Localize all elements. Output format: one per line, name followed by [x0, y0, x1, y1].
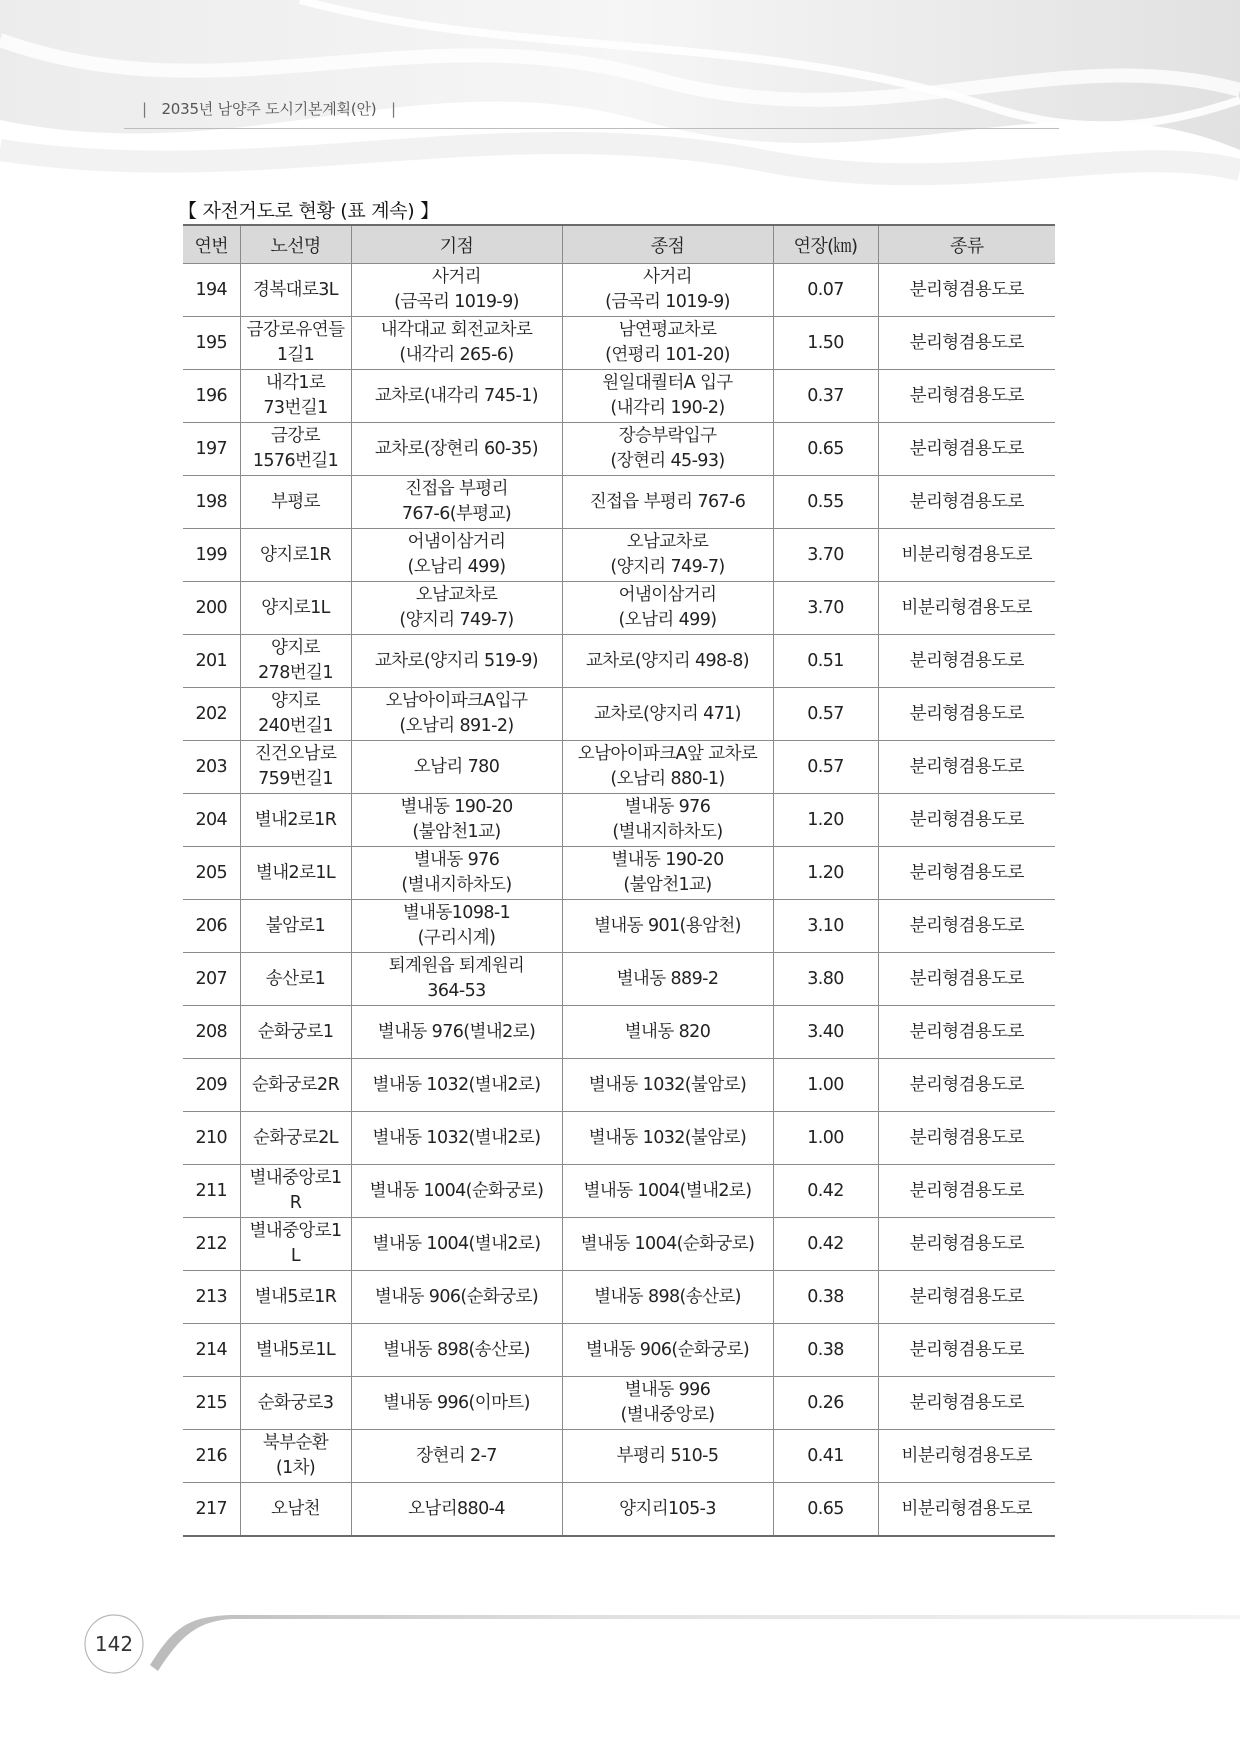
cell-length-km: 0.57: [773, 688, 878, 741]
table-row: [183, 1112, 1055, 1165]
table-row: [183, 1218, 1055, 1271]
cell-road-type: 분리형겸용도로: [878, 423, 1055, 476]
table-row: [183, 900, 1055, 953]
cell-end-point: 오남교차로 (양지리 749-7): [562, 529, 773, 582]
cell-road-type: 분리형겸용도로: [878, 741, 1055, 794]
cell-route-name: 별내5로1L: [240, 1324, 351, 1377]
cell-start-point: 어냄이삼거리 (오남리 499): [351, 529, 562, 582]
cell-row-number: 204: [183, 794, 240, 847]
cell-end-point: 어냄이삼거리 (오남리 499): [562, 582, 773, 635]
cell-row-number: 210: [183, 1112, 240, 1165]
cell-length-km: 1.20: [773, 847, 878, 900]
cell-row-number: 215: [183, 1377, 240, 1430]
cell-route-name: 양지로 240번길1: [240, 688, 351, 741]
cell-length-km: 0.65: [773, 1483, 878, 1537]
cell-start-point: 별내동 1004(순화궁로): [351, 1165, 562, 1218]
cell-start-point: 교차로(장현리 60-35): [351, 423, 562, 476]
cell-route-name: 금강로 1576번길1: [240, 423, 351, 476]
cell-end-point: 장승부락입구 (장현리 45-93): [562, 423, 773, 476]
cell-road-type: 분리형겸용도로: [878, 1006, 1055, 1059]
cell-road-type: 비분리형겸용도로: [878, 582, 1055, 635]
cell-row-number: 197: [183, 423, 240, 476]
cell-road-type: 분리형겸용도로: [878, 1377, 1055, 1430]
cell-start-point: 내각대교 회전교차로 (내각리 265-6): [351, 317, 562, 370]
cell-route-name: 송산로1: [240, 953, 351, 1006]
cell-end-point: 별내동 1004(순화궁로): [562, 1218, 773, 1271]
cell-route-name: 순화궁로2L: [240, 1112, 351, 1165]
cell-route-name: 내각1로 73번길1: [240, 370, 351, 423]
cell-length-km: 0.26: [773, 1377, 878, 1430]
table-row: [183, 370, 1055, 423]
cell-length-km: 1.00: [773, 1059, 878, 1112]
cell-start-point: 교차로(양지리 519-9): [351, 635, 562, 688]
table-row: [183, 847, 1055, 900]
cell-end-point: 별내동 1004(별내2로): [562, 1165, 773, 1218]
cell-length-km: 0.55: [773, 476, 878, 529]
cell-length-km: 0.37: [773, 370, 878, 423]
cell-road-type: 분리형겸용도로: [878, 1324, 1055, 1377]
cell-road-type: 분리형겸용도로: [878, 688, 1055, 741]
cell-end-point: 진접읍 부평리 767-6: [562, 476, 773, 529]
cell-row-number: 200: [183, 582, 240, 635]
table-body: [183, 264, 1055, 1537]
cell-end-point: 별내동 1032(불암로): [562, 1112, 773, 1165]
cell-route-name: 북부순환 (1차): [240, 1430, 351, 1483]
cell-length-km: 0.42: [773, 1218, 878, 1271]
table-row: [183, 1006, 1055, 1059]
cell-road-type: 분리형겸용도로: [878, 1059, 1055, 1112]
cell-start-point: 별내동 996(이마트): [351, 1377, 562, 1430]
cell-route-name: 별내중앙로1 L: [240, 1218, 351, 1271]
cell-route-name: 진건오남로 759번길1: [240, 741, 351, 794]
cell-length-km: 3.10: [773, 900, 878, 953]
cell-end-point: 오남아이파크A앞 교차로 (오남리 880-1): [562, 741, 773, 794]
cell-length-km: 3.70: [773, 582, 878, 635]
cell-route-name: 양지로1L: [240, 582, 351, 635]
table-header-row: [183, 225, 1055, 264]
cell-length-km: 1.20: [773, 794, 878, 847]
cell-start-point: 별내동 190-20 (불암천1교): [351, 794, 562, 847]
cell-end-point: 교차로(양지리 471): [562, 688, 773, 741]
cell-end-point: 별내동 976 (별내지하차도): [562, 794, 773, 847]
cell-length-km: 3.70: [773, 529, 878, 582]
cell-row-number: 201: [183, 635, 240, 688]
cell-route-name: 양지로1R: [240, 529, 351, 582]
cell-start-point: 별내동 1004(별내2로): [351, 1218, 562, 1271]
running-header: [132, 98, 406, 119]
cell-start-point: 별내동 976(별내2로): [351, 1006, 562, 1059]
cell-route-name: 순화궁로3: [240, 1377, 351, 1430]
table-row: [183, 1377, 1055, 1430]
cell-route-name: 별내5로1R: [240, 1271, 351, 1324]
table-row: [183, 423, 1055, 476]
cell-row-number: 208: [183, 1006, 240, 1059]
cell-end-point: 별내동 889-2: [562, 953, 773, 1006]
table-row: [183, 317, 1055, 370]
cell-start-point: 별내동1098-1 (구리시계): [351, 900, 562, 953]
cell-length-km: 3.80: [773, 953, 878, 1006]
cell-length-km: 0.42: [773, 1165, 878, 1218]
table-row: [183, 1324, 1055, 1377]
cell-road-type: 분리형겸용도로: [878, 1218, 1055, 1271]
cell-route-name: 별내중앙로1 R: [240, 1165, 351, 1218]
cell-row-number: 214: [183, 1324, 240, 1377]
cell-row-number: 211: [183, 1165, 240, 1218]
cell-route-name: 순화궁로2R: [240, 1059, 351, 1112]
cell-end-point: 원일대퀄터A 입구 (내각리 190-2): [562, 370, 773, 423]
header-left-bar: |: [142, 100, 147, 118]
cell-route-name: 부평로: [240, 476, 351, 529]
bicycle-road-table: [183, 224, 1055, 1537]
table-row: [183, 1430, 1055, 1483]
cell-length-km: 0.57: [773, 741, 878, 794]
cell-start-point: 진접읍 부평리 767-6(부평교): [351, 476, 562, 529]
footer-swoosh: [0, 1585, 1240, 1695]
cell-row-number: 199: [183, 529, 240, 582]
cell-route-name: 경복대로3L: [240, 264, 351, 317]
page-number: 142: [94, 1632, 134, 1656]
table-row: [183, 953, 1055, 1006]
cell-row-number: 202: [183, 688, 240, 741]
cell-start-point: 사거리 (금곡리 1019-9): [351, 264, 562, 317]
cell-row-number: 209: [183, 1059, 240, 1112]
cell-end-point: 별내동 898(송산로): [562, 1271, 773, 1324]
cell-road-type: 분리형겸용도로: [878, 476, 1055, 529]
header-divider: [124, 128, 1059, 129]
cell-road-type: 분리형겸용도로: [878, 370, 1055, 423]
cell-start-point: 오남리880-4: [351, 1483, 562, 1537]
cell-road-type: 분리형겸용도로: [878, 1271, 1055, 1324]
cell-road-type: 분리형겸용도로: [878, 635, 1055, 688]
cell-road-type: 분리형겸용도로: [878, 900, 1055, 953]
cell-length-km: 0.41: [773, 1430, 878, 1483]
cell-length-km: 1.00: [773, 1112, 878, 1165]
table-row: [183, 1483, 1055, 1537]
cell-start-point: 장현리 2-7: [351, 1430, 562, 1483]
cell-end-point: 별내동 906(순화궁로): [562, 1324, 773, 1377]
cell-row-number: 203: [183, 741, 240, 794]
header-right-bar: |: [391, 100, 396, 118]
cell-length-km: 0.65: [773, 423, 878, 476]
cell-length-km: 1.50: [773, 317, 878, 370]
cell-row-number: 212: [183, 1218, 240, 1271]
table-title: 【 자전거도로 현황 (표 계속) 】: [178, 200, 439, 222]
table-row: [183, 635, 1055, 688]
cell-row-number: 205: [183, 847, 240, 900]
cell-start-point: 별내동 1032(별내2로): [351, 1112, 562, 1165]
cell-route-name: 양지로 278번길1: [240, 635, 351, 688]
cell-end-point: 부평리 510-5: [562, 1430, 773, 1483]
cell-route-name: 별내2로1L: [240, 847, 351, 900]
table-row: [183, 1165, 1055, 1218]
cell-end-point: 별내동 820: [562, 1006, 773, 1059]
column-header-end-point: 종점: [562, 225, 773, 264]
cell-length-km: 0.38: [773, 1324, 878, 1377]
cell-row-number: 213: [183, 1271, 240, 1324]
cell-road-type: 분리형겸용도로: [878, 1112, 1055, 1165]
document-title: 2035년 남양주 도시기본계획(안): [161, 100, 377, 118]
cell-road-type: 분리형겸용도로: [878, 317, 1055, 370]
cell-start-point: 오남리 780: [351, 741, 562, 794]
column-header-length: 연장(㎞): [773, 225, 878, 264]
cell-end-point: 별내동 996 (별내중앙로): [562, 1377, 773, 1430]
cell-route-name: 불암로1: [240, 900, 351, 953]
table-row: [183, 741, 1055, 794]
column-header-type: 종류: [878, 225, 1055, 264]
cell-route-name: 순화궁로1: [240, 1006, 351, 1059]
cell-row-number: 196: [183, 370, 240, 423]
cell-end-point: 별내동 1032(불암로): [562, 1059, 773, 1112]
cell-road-type: 분리형겸용도로: [878, 953, 1055, 1006]
table-row: [183, 476, 1055, 529]
cell-row-number: 198: [183, 476, 240, 529]
cell-route-name: 오남천: [240, 1483, 351, 1537]
cell-length-km: 0.07: [773, 264, 878, 317]
column-header-route-name: 노선명: [240, 225, 351, 264]
cell-start-point: 별내동 906(순화궁로): [351, 1271, 562, 1324]
cell-end-point: 교차로(양지리 498-8): [562, 635, 773, 688]
cell-row-number: 194: [183, 264, 240, 317]
cell-start-point: 별내동 1032(별내2로): [351, 1059, 562, 1112]
cell-end-point: 별내동 901(용암천): [562, 900, 773, 953]
cell-start-point: 별내동 976 (별내지하차도): [351, 847, 562, 900]
cell-road-type: 분리형겸용도로: [878, 794, 1055, 847]
cell-length-km: 3.40: [773, 1006, 878, 1059]
cell-end-point: 별내동 190-20 (불암천1교): [562, 847, 773, 900]
cell-row-number: 206: [183, 900, 240, 953]
table-row: [183, 794, 1055, 847]
table-row: [183, 264, 1055, 317]
table-row: [183, 1059, 1055, 1112]
cell-row-number: 217: [183, 1483, 240, 1537]
cell-road-type: 비분리형겸용도로: [878, 1483, 1055, 1537]
table-row: [183, 582, 1055, 635]
cell-start-point: 오남아이파크A입구 (오남리 891-2): [351, 688, 562, 741]
cell-route-name: 금강로유연들 1길1: [240, 317, 351, 370]
cell-row-number: 195: [183, 317, 240, 370]
cell-road-type: 분리형겸용도로: [878, 1165, 1055, 1218]
cell-end-point: 남연평교차로 (연평리 101-20): [562, 317, 773, 370]
cell-start-point: 별내동 898(송산로): [351, 1324, 562, 1377]
cell-length-km: 0.38: [773, 1271, 878, 1324]
cell-road-type: 비분리형겸용도로: [878, 529, 1055, 582]
cell-row-number: 216: [183, 1430, 240, 1483]
table-row: [183, 529, 1055, 582]
column-header-start-point: 기점: [351, 225, 562, 264]
cell-start-point: 오남교차로 (양지리 749-7): [351, 582, 562, 635]
cell-road-type: 분리형겸용도로: [878, 264, 1055, 317]
cell-start-point: 퇴계원읍 퇴계원리 364-53: [351, 953, 562, 1006]
table-row: [183, 688, 1055, 741]
table-row: [183, 1271, 1055, 1324]
cell-length-km: 0.51: [773, 635, 878, 688]
cell-road-type: 비분리형겸용도로: [878, 1430, 1055, 1483]
cell-end-point: 양지리105-3: [562, 1483, 773, 1537]
cell-end-point: 사거리 (금곡리 1019-9): [562, 264, 773, 317]
cell-row-number: 207: [183, 953, 240, 1006]
cell-route-name: 별내2로1R: [240, 794, 351, 847]
cell-road-type: 분리형겸용도로: [878, 847, 1055, 900]
cell-start-point: 교차로(내각리 745-1): [351, 370, 562, 423]
column-header-number: 연번: [183, 225, 240, 264]
